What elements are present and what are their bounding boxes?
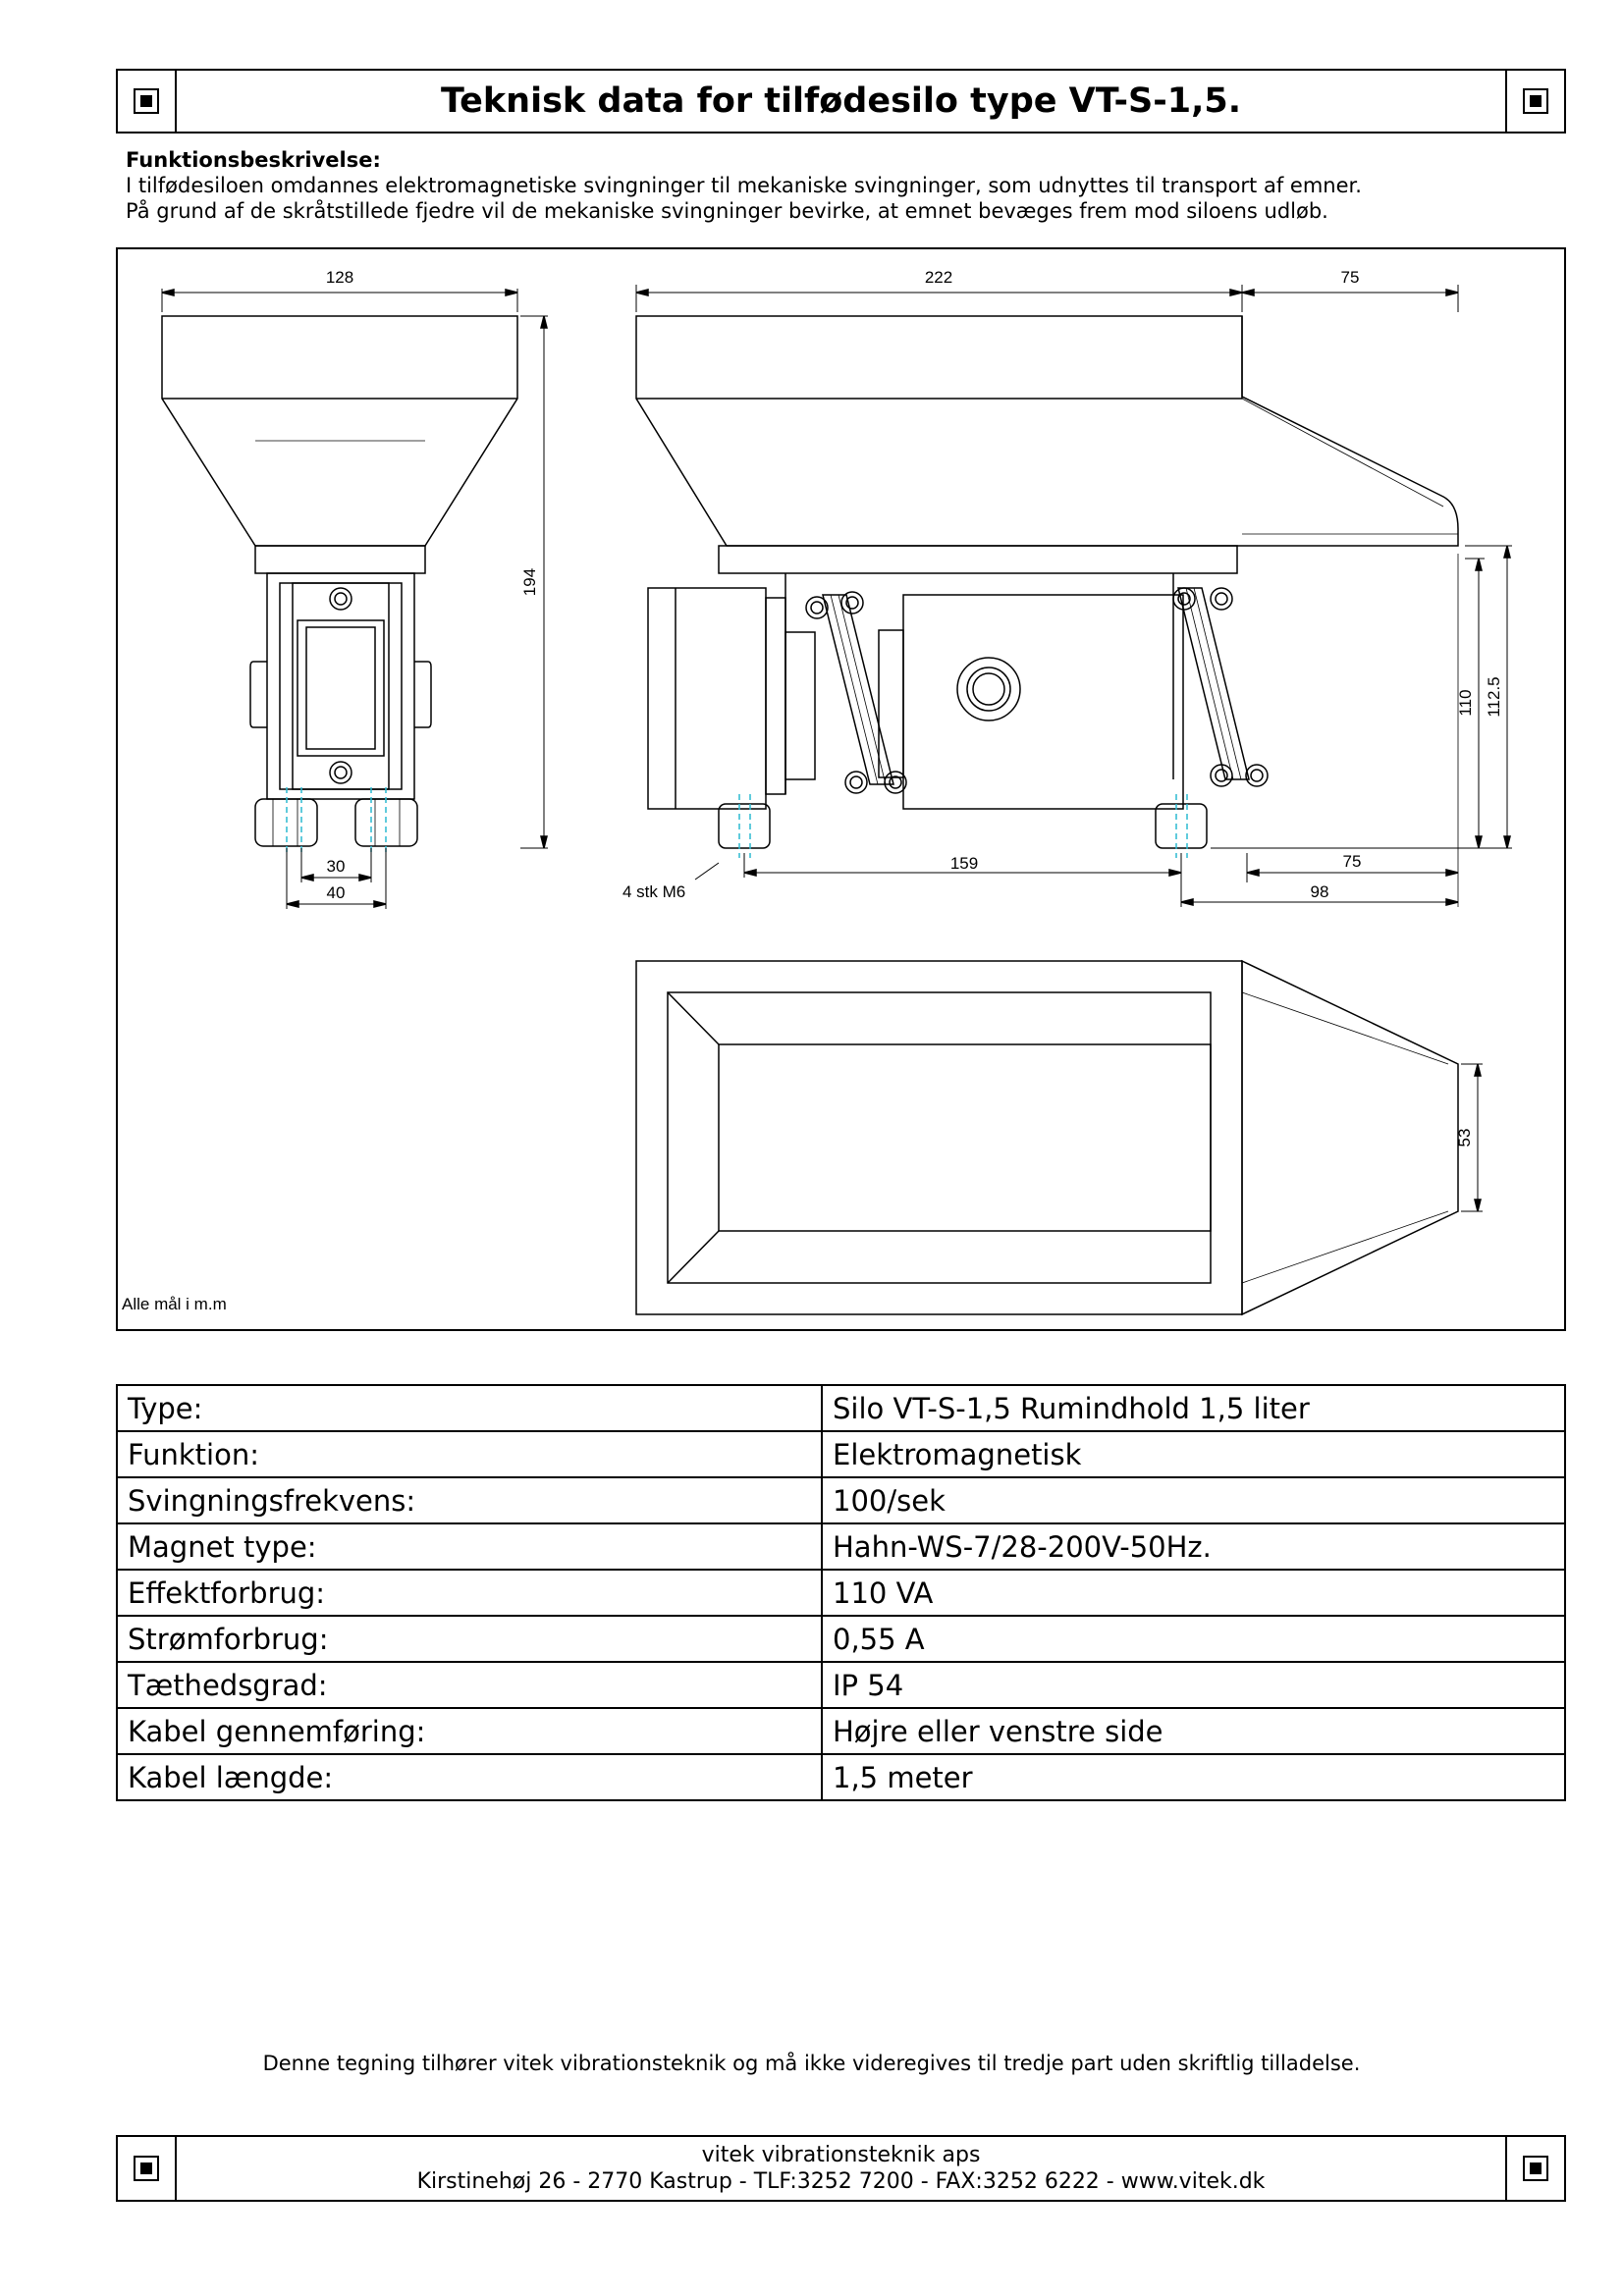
spec-row xyxy=(117,1708,1565,1754)
dim-222: 222 xyxy=(924,268,953,287)
drawing-svg xyxy=(118,249,1568,1333)
top-view xyxy=(636,961,1483,1314)
spec-label: Strømforbrug: xyxy=(117,1616,822,1662)
spec-label: Effektforbrug: xyxy=(117,1570,822,1616)
dim-40: 40 xyxy=(326,883,346,902)
square-icon xyxy=(1523,88,1548,114)
side-view xyxy=(636,285,1512,907)
page-title: Teknisk data for tilfødesilo type VT-S-1,5. xyxy=(440,81,1242,121)
spec-value: 0,55 A xyxy=(822,1616,1565,1662)
square-icon xyxy=(134,88,159,114)
description-line-1: I tilfødesiloen omdannes elektromagnetiske svingninger til mekaniske svingninger, som udnyttes til transport af emner. xyxy=(126,174,1362,197)
corner-mark-right xyxy=(1505,71,1564,132)
spec-value: Elektromagnetisk xyxy=(822,1431,1565,1477)
confidentiality-notice: Denne tegning tilhører vitek vibrationsteknik og må ikke videregives til tredje part uden skriftlig tilladelse. xyxy=(262,2052,1361,2075)
spec-row xyxy=(117,1385,1565,1431)
spec-label: Tæthedsgrad: xyxy=(117,1662,822,1708)
spec-value: Hahn-WS-7/28-200V-50Hz. xyxy=(822,1523,1565,1570)
spec-row xyxy=(117,1662,1565,1708)
hopper-front xyxy=(162,316,517,546)
spec-row xyxy=(117,1523,1565,1570)
corner-mark-right xyxy=(1505,2137,1564,2200)
spec-label: Kabel gennemføring: xyxy=(117,1708,822,1754)
hopper-side xyxy=(636,316,1458,546)
leaf-spring-right xyxy=(1178,588,1249,779)
dim-30: 30 xyxy=(326,857,346,876)
spec-label: Svingningsfrekvens: xyxy=(117,1477,822,1523)
corner-mark-left xyxy=(118,71,177,132)
spec-row xyxy=(117,1570,1565,1616)
function-description xyxy=(126,147,1549,224)
dim-53: 53 xyxy=(1455,1128,1474,1148)
footer-block xyxy=(116,2135,1566,2202)
leaf-spring-left xyxy=(823,595,893,784)
dim-159: 159 xyxy=(949,854,979,873)
dim-128: 128 xyxy=(325,268,354,287)
dim-112-5: 112.5 xyxy=(1485,676,1503,718)
spec-label: Funktion: xyxy=(117,1431,822,1477)
spec-row xyxy=(117,1754,1565,1800)
spec-row xyxy=(117,1477,1565,1523)
corner-mark-left xyxy=(118,2137,177,2200)
spec-row xyxy=(117,1616,1565,1662)
spec-value: 100/sek xyxy=(822,1477,1565,1523)
description-line-2: På grund af de skråtstillede fjedre vil de mekaniske svingninger bevirke, at emnet bevæges frem mod siloens udløb. xyxy=(126,199,1328,223)
technical-drawing xyxy=(116,247,1566,1331)
spec-table xyxy=(116,1384,1566,1801)
dim-194: 194 xyxy=(520,567,539,597)
square-icon xyxy=(134,2156,159,2181)
dim-110: 110 xyxy=(1456,689,1475,717)
dim-75-top: 75 xyxy=(1340,268,1360,287)
screw-note: 4 stk M6 xyxy=(622,882,686,901)
company-address: Kirstinehøj 26 - 2770 Kastrup - TLF:3252 7200 - FAX:3252 6222 - www.vitek.dk xyxy=(416,2169,1266,2194)
spec-value: IP 54 xyxy=(822,1662,1565,1708)
front-view xyxy=(162,289,548,909)
spec-label: Type: xyxy=(117,1385,822,1431)
spec-row xyxy=(117,1431,1565,1477)
spec-label: Kabel længde: xyxy=(117,1754,822,1800)
description-heading: Funktionsbeskrivelse: xyxy=(126,148,381,172)
dim-98: 98 xyxy=(1310,882,1329,901)
spec-value: 110 VA xyxy=(822,1570,1565,1616)
title-block xyxy=(116,69,1566,133)
company-info xyxy=(179,2137,1503,2200)
units-note: Alle mål i m.m xyxy=(122,1295,227,1313)
spec-label: Magnet type: xyxy=(117,1523,822,1570)
square-icon xyxy=(1523,2156,1548,2181)
dim-75-bottom: 75 xyxy=(1342,852,1362,871)
spec-value: Silo VT-S-1,5 Rumindhold 1,5 liter xyxy=(822,1385,1565,1431)
outlet-chute xyxy=(1242,961,1458,1314)
spec-value: Højre eller venstre side xyxy=(822,1708,1565,1754)
spec-value: 1,5 meter xyxy=(822,1754,1565,1800)
company-name: vitek vibrationsteknik aps xyxy=(701,2143,981,2167)
